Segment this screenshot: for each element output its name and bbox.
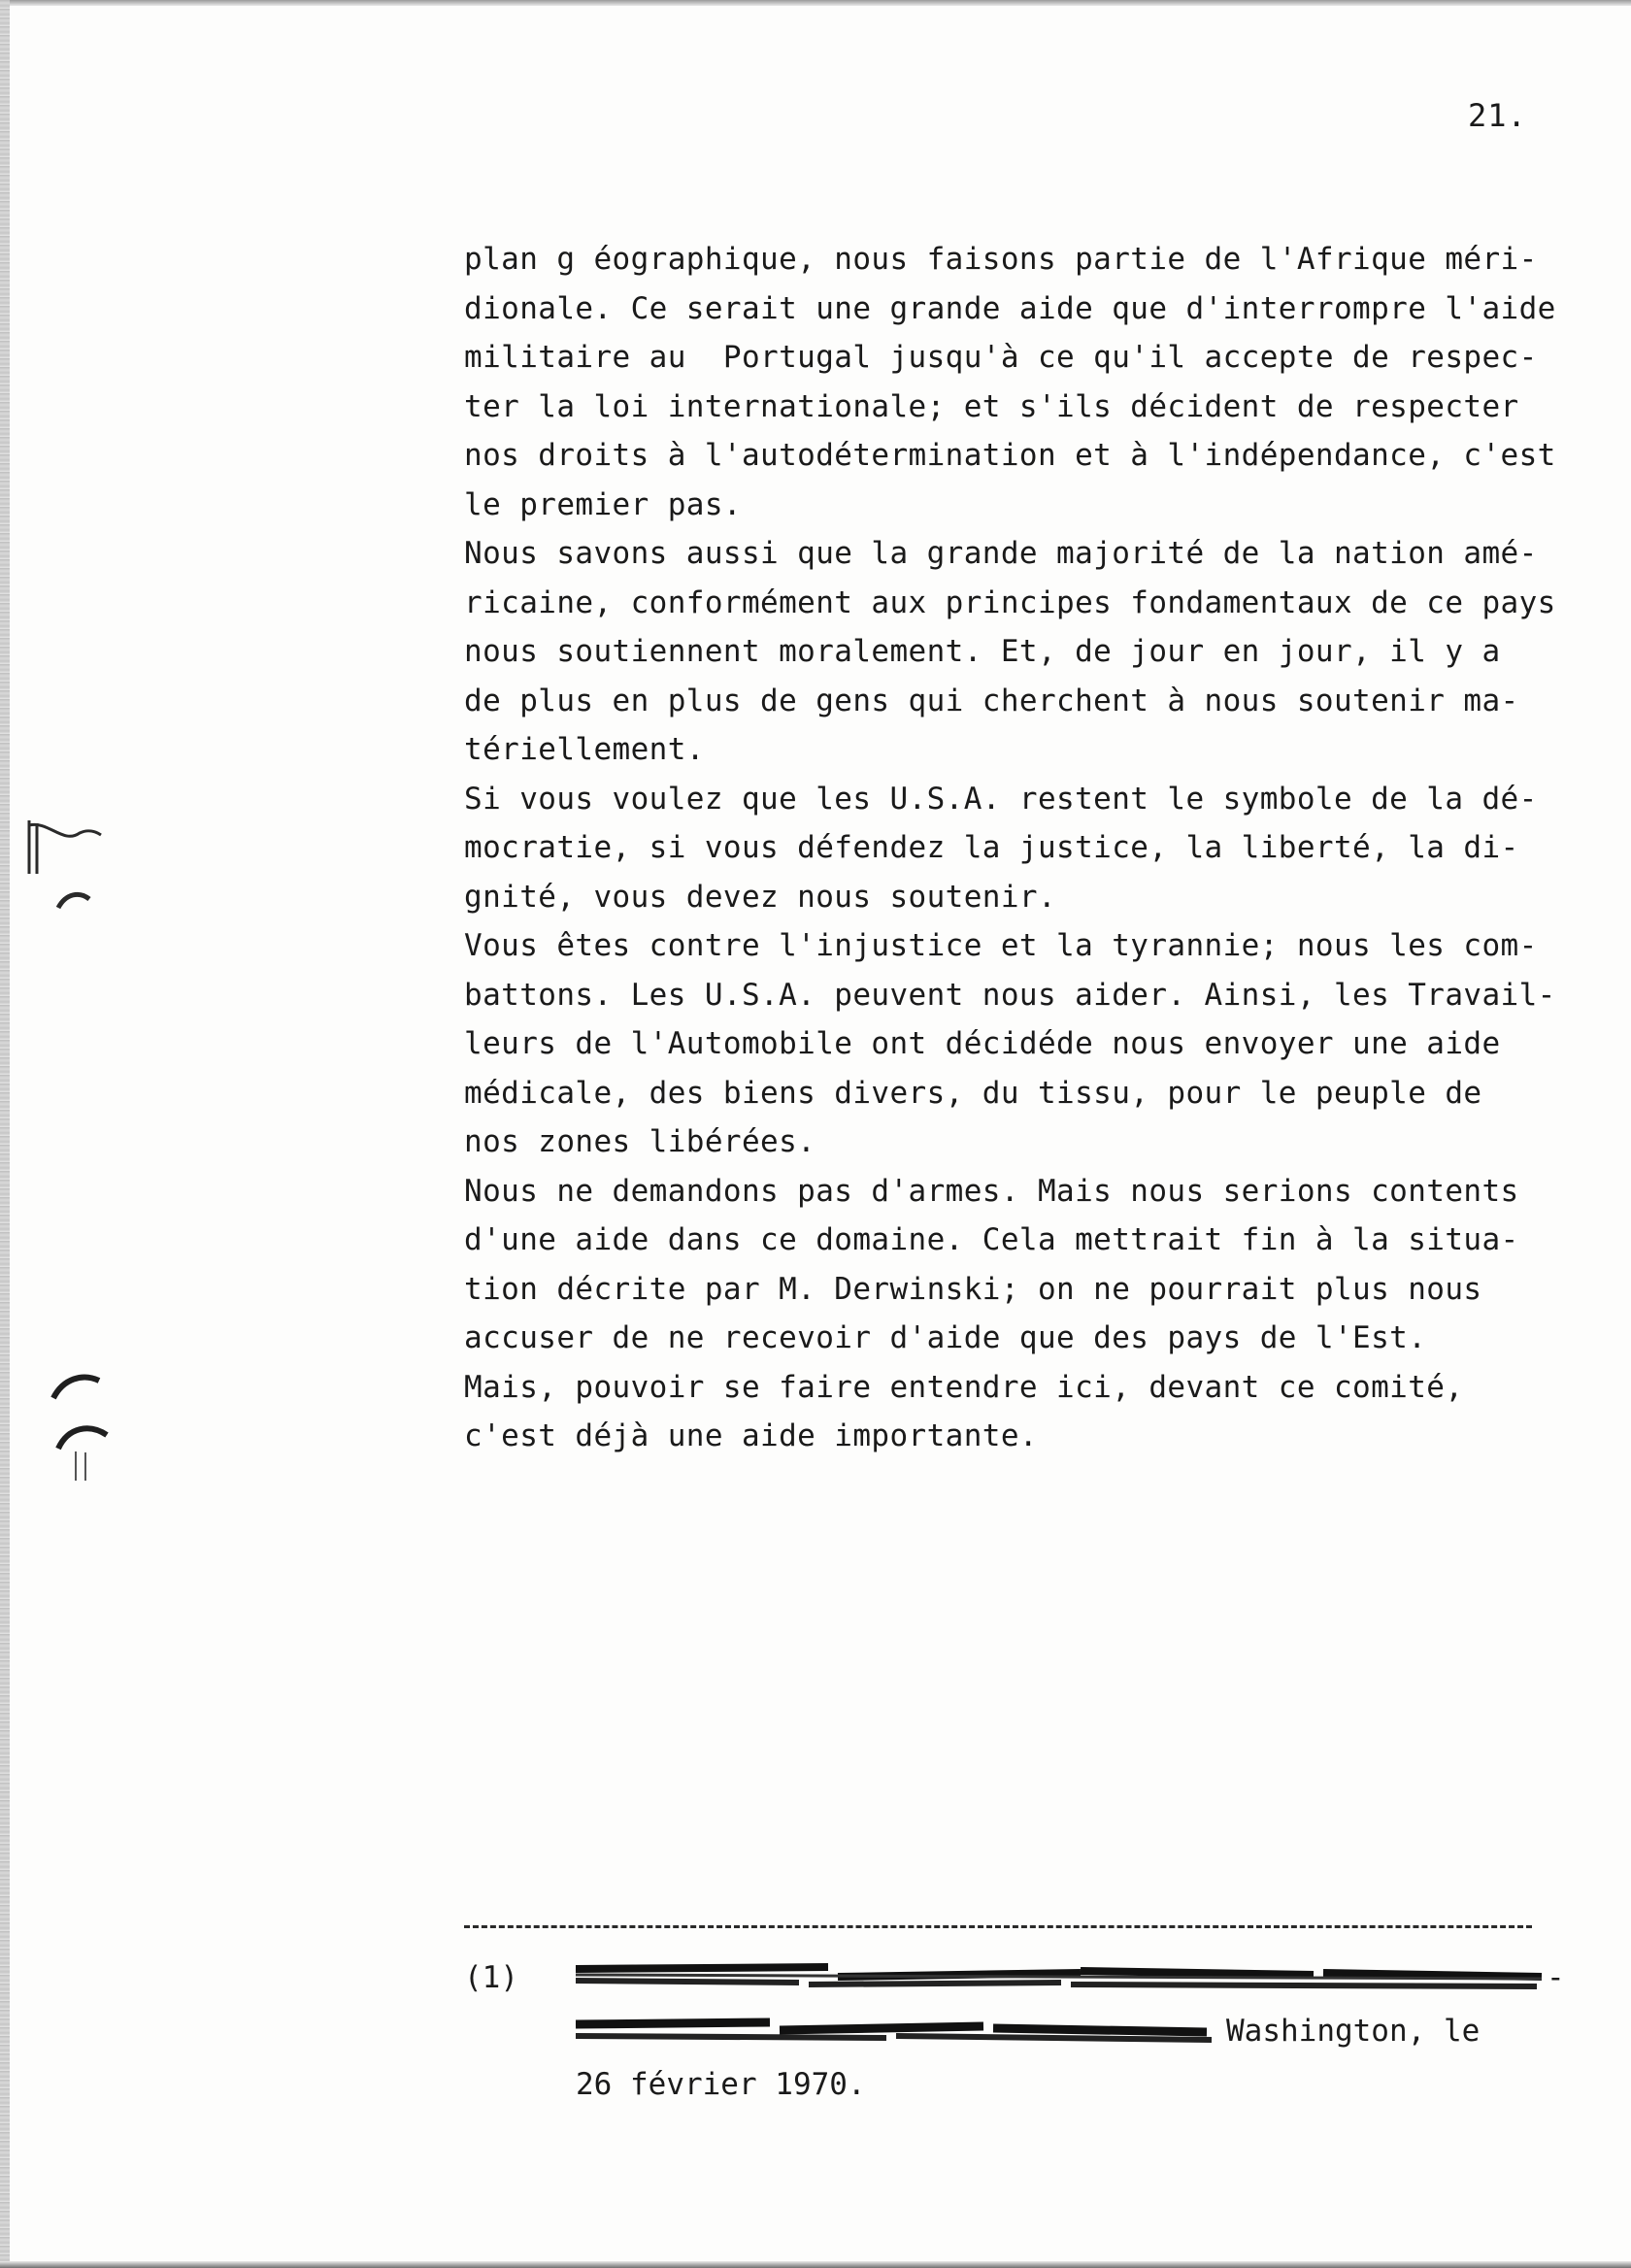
footnote-date: 26 février 1970. xyxy=(576,2067,866,2102)
footnote-separator xyxy=(464,1925,1532,1928)
body-line: battons. Les U.S.A. peuvent nous aider. Ainsi, les Travail- xyxy=(464,977,1556,1013)
body-line: médicale, des biens divers, du tissu, pour le peuple de xyxy=(464,1075,1482,1111)
body-line: tériellement. xyxy=(464,732,705,767)
margin-bracket-mark xyxy=(19,816,116,922)
scan-top-edge xyxy=(0,0,1631,6)
body-line: Vous êtes contre l'injustice et la tyrannie; nous les com- xyxy=(464,928,1538,963)
body-line: nos droits à l'autodétermination et à l'indépendance, c'est xyxy=(464,438,1556,473)
body-line: accuser de ne recevoir d'aide que des pays de l'Est. xyxy=(464,1320,1427,1355)
page-number: 21. xyxy=(1468,97,1527,134)
body-line: tion décrite par M. Derwinski; on ne pourrait plus nous xyxy=(464,1271,1482,1307)
body-line: de plus en plus de gens qui cherchent à nous soutenir ma- xyxy=(464,683,1519,718)
body-line: Mais, pouvoir se faire entendre ici, devant ce comité, xyxy=(464,1369,1464,1405)
body-line: Si vous voulez que les U.S.A. restent le symbole de la dé- xyxy=(464,781,1538,817)
body-line: militaire au Portugal jusqu'à ce qu'il accepte de respec- xyxy=(464,340,1538,375)
body-line: Nous ne demandons pas d'armes. Mais nous serions contents xyxy=(464,1173,1519,1209)
body-line: ricaine, conformément aux principes fondamentaux de ce pays xyxy=(464,584,1556,620)
footnote-marker: (1) xyxy=(464,1960,518,1995)
body-line: nos zones libérées. xyxy=(464,1124,816,1159)
body-line: d'une aide dans ce domaine. Cela mettrait fin à la situa- xyxy=(464,1222,1519,1257)
scan-left-edge xyxy=(0,0,10,2268)
redaction-strike-line-2 xyxy=(576,2017,1216,2046)
redaction-strike-line-1 xyxy=(576,1963,1547,1992)
body-line: mocratie, si vous défendez la justice, la liberté, la di- xyxy=(464,830,1519,865)
body-text xyxy=(464,235,1629,1461)
margin-pencil-mark xyxy=(39,1359,126,1485)
scan-bottom-edge xyxy=(0,2261,1631,2268)
footnote-line-1-tail: - xyxy=(1547,1960,1565,1995)
body-line: Nous savons aussi que la grande majorité de la nation amé- xyxy=(464,536,1538,571)
body-line: gnité, vous devez nous soutenir. xyxy=(464,879,1057,915)
body-line: dionale. Ce serait une grande aide que d'interrompre l'aide xyxy=(464,290,1556,326)
body-line: ter la loi internationale; et s'ils décident de respecter xyxy=(464,388,1519,424)
body-line: plan g éographique, nous faisons partie de l'Afrique méri- xyxy=(464,242,1538,277)
body-line: le premier pas. xyxy=(464,486,742,522)
body-line: c'est déjà une aide importante. xyxy=(464,1418,1038,1453)
body-line: nous soutiennent moralement. Et, de jour en jour, il y a xyxy=(464,634,1501,669)
body-line: leurs de l'Automobile ont décidéde nous envoyer une aide xyxy=(464,1026,1501,1061)
footnote-line-2-tail: Washington, le xyxy=(1226,2014,1481,2049)
